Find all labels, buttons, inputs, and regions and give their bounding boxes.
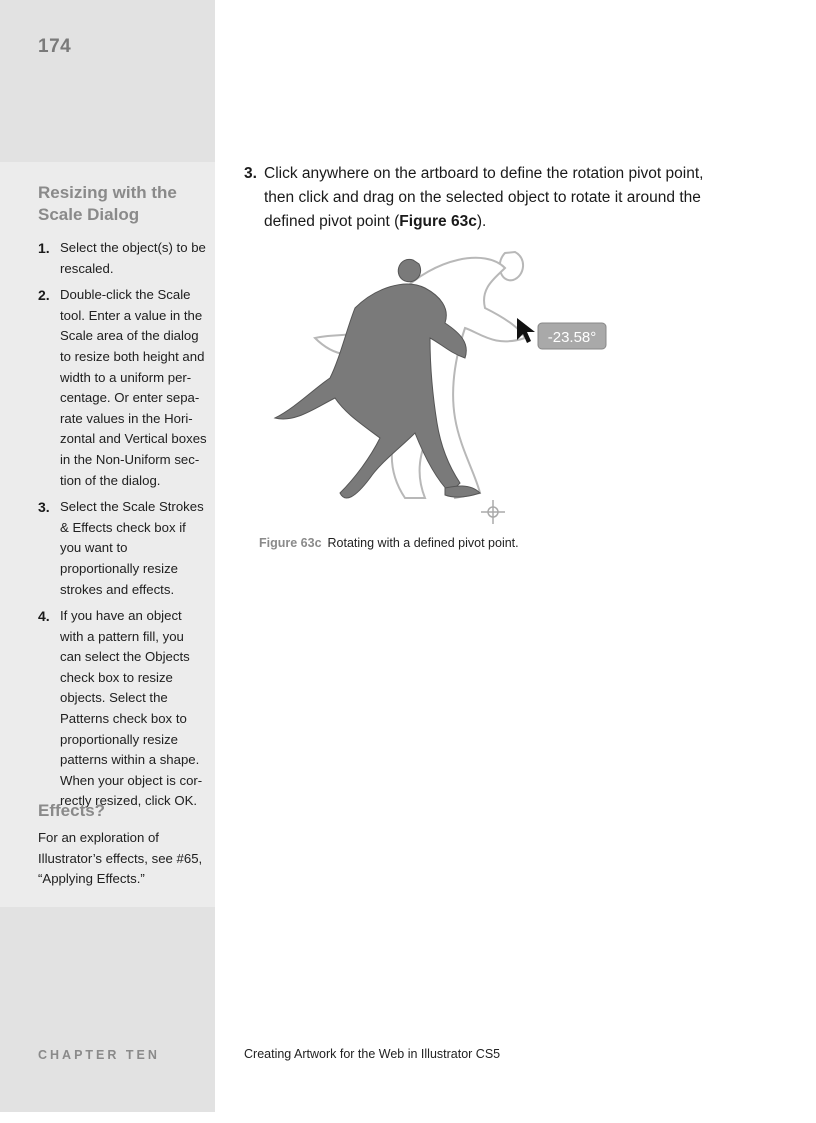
step-text: Select the Scale Strokes & Effects check box if you want to proportionally resize strokes and effects.	[60, 499, 204, 597]
main-step-text-after: ).	[476, 213, 487, 230]
rotation-figure	[255, 248, 625, 530]
figure-caption	[259, 536, 519, 550]
page-number: 174	[38, 36, 72, 57]
main-step-text	[244, 162, 714, 234]
sidebar-heading-line2: Scale Dialog	[38, 205, 140, 224]
pivot-point-icon	[481, 500, 505, 524]
list-item	[38, 238, 208, 279]
figure-caption-label: Figure 63c	[259, 536, 322, 550]
step-text: If you have an object with a pattern fill, you can select the Objects check box to resize objects. Select the Patterns check box to proportionally resize patterns within a shape. When your object is cor-rectly resized, click OK.	[60, 608, 203, 809]
effects-heading: Effects?	[38, 801, 106, 820]
sidebar-steps-list	[38, 238, 208, 818]
effects-text: For an exploration of Illustrator’s effects, see #65, “Applying Effects.”	[38, 830, 203, 887]
chapter-label: CHAPTER TEN	[38, 1048, 160, 1062]
step-number: 2.	[38, 287, 50, 304]
step-number: 4.	[38, 608, 50, 625]
step-number: 3.	[38, 499, 50, 516]
step-text: Double-click the Scale tool. Enter a value in the Scale area of the dialog to resize both height and width to a uniform per-centage. Or enter sepa-rate values in the Hori-zontal and Vertical boxes in the Non-Uniform sec-tion of the dialog.	[60, 287, 207, 488]
figure-caption-text: Rotating with a defined pivot point.	[327, 536, 519, 550]
angle-readout: -23.58°	[547, 329, 597, 346]
book-title: Creating Artwork for the Web in Illustrator CS5	[244, 1047, 501, 1061]
list-item	[38, 497, 208, 600]
list-item	[38, 606, 208, 812]
list-item	[38, 285, 208, 491]
step-text: Select the object(s) to be rescaled.	[60, 240, 206, 276]
sidebar-heading-line1: Resizing with the	[38, 183, 177, 202]
main-step-text-before: Click anywhere on the artboard to define the rotation pivot point, then click and drag on the selected object to rotate it around the defined pivot point (	[264, 165, 704, 230]
step-number: 1.	[38, 240, 50, 256]
main-step	[244, 162, 714, 234]
figure-reference: Figure 63c	[399, 213, 477, 230]
sidebar-heading	[38, 182, 198, 226]
main-step-number: 3.	[244, 165, 257, 182]
